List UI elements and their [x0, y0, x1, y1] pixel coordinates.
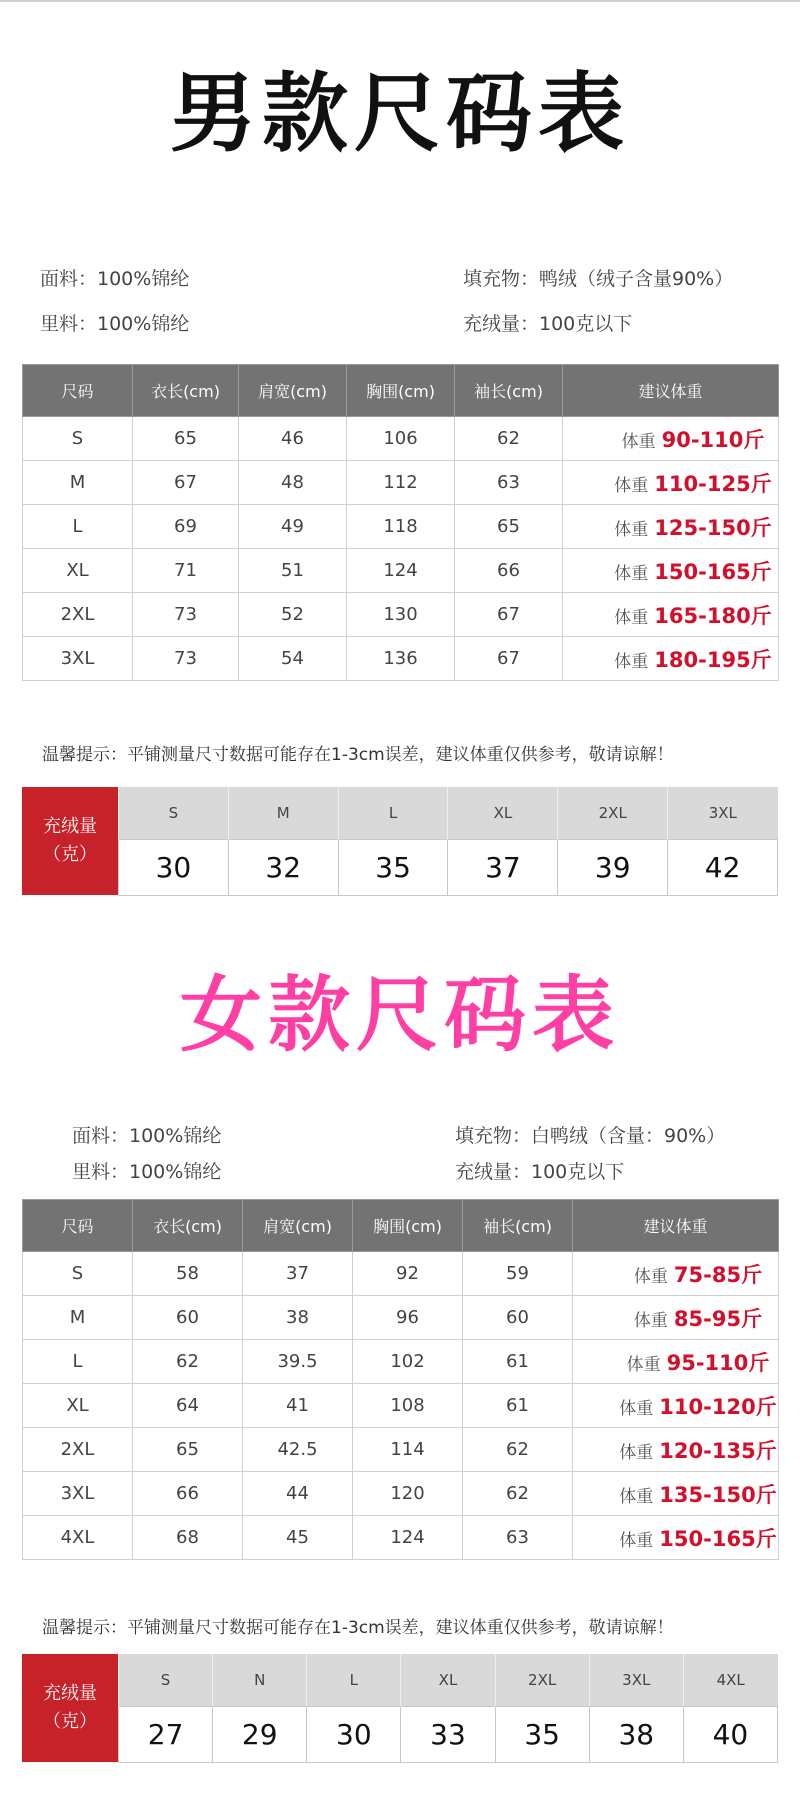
women-tip-text: 温馨提示：平铺测量尺寸数据可能存在1-3cm误差，建议体重仅供参考，敬请谅解！	[42, 1618, 674, 1638]
fill-size-header: 3XL	[668, 787, 778, 839]
shoulder-cell: 38	[243, 1296, 353, 1340]
women-fill-label	[22, 1654, 118, 1762]
fill-size-header: M	[228, 787, 338, 839]
weight-label: 体重	[614, 475, 649, 496]
weight-range: 180-195斤	[654, 647, 772, 672]
chest-cell: 102	[353, 1340, 463, 1384]
table-row	[23, 461, 779, 505]
weight-cell	[563, 417, 779, 461]
table-row	[23, 637, 779, 681]
fill-value-cell: 42	[668, 839, 778, 895]
size-cell: S	[23, 1252, 133, 1296]
header-length: 衣长(cm)	[133, 365, 239, 417]
size-cell: L	[23, 505, 133, 549]
size-cell: 2XL	[23, 593, 133, 637]
weight-range: 135-150斤	[659, 1482, 777, 1507]
weight-range: 120-135斤	[659, 1438, 777, 1463]
fill-value-cell: 35	[338, 839, 448, 895]
table-row	[23, 1472, 779, 1516]
weight-range: 150-165斤	[654, 559, 772, 584]
top-divider	[0, 0, 800, 2]
header-chest: 胸围(cm)	[353, 1200, 463, 1252]
size-cell: 3XL	[23, 1472, 133, 1516]
sleeve-cell: 66	[455, 549, 563, 593]
size-cell: XL	[23, 549, 133, 593]
men-fill-label-line2: （克）	[43, 844, 97, 865]
men-fill-weight-text: 充绒量：100克以下	[463, 313, 633, 335]
chest-cell: 124	[347, 549, 455, 593]
shoulder-cell: 44	[243, 1472, 353, 1516]
women-fill-label-line1: 充绒量	[43, 1683, 97, 1704]
men-fill-table	[118, 787, 778, 896]
fill-value-cell: 35	[495, 1706, 589, 1762]
header-size: 尺码	[23, 1200, 133, 1252]
weight-cell	[563, 549, 779, 593]
shoulder-cell: 48	[239, 461, 347, 505]
chest-cell: 92	[353, 1252, 463, 1296]
men-fill-label-line1: 充绒量	[43, 816, 97, 837]
header-length: 衣长(cm)	[133, 1200, 243, 1252]
size-cell: 2XL	[23, 1428, 133, 1472]
shoulder-cell: 41	[243, 1384, 353, 1428]
sleeve-cell: 61	[463, 1384, 573, 1428]
shoulder-cell: 52	[239, 593, 347, 637]
fill-value-cell: 40	[683, 1706, 777, 1762]
length-cell: 60	[133, 1296, 243, 1340]
weight-range: 85-95斤	[673, 1306, 763, 1331]
shoulder-cell: 39.5	[243, 1340, 353, 1384]
weight-cell	[573, 1340, 779, 1384]
chest-cell: 136	[347, 637, 455, 681]
weight-label: 体重	[619, 1442, 654, 1463]
fill-size-header: S	[119, 1654, 213, 1706]
women-size-table	[22, 1199, 779, 1560]
chest-cell: 118	[347, 505, 455, 549]
fill-value-cell: 27	[119, 1706, 213, 1762]
size-cell: 4XL	[23, 1516, 133, 1560]
length-cell: 65	[133, 1428, 243, 1472]
header-size: 尺码	[23, 365, 133, 417]
fill-size-header: L	[307, 1654, 401, 1706]
weight-label: 体重	[614, 651, 649, 672]
table-row	[23, 505, 779, 549]
sleeve-cell: 62	[463, 1428, 573, 1472]
weight-label: 体重	[614, 607, 649, 628]
length-cell: 66	[133, 1472, 243, 1516]
fill-value-cell: 38	[589, 1706, 683, 1762]
weight-cell	[563, 505, 779, 549]
header-shoulder: 肩宽(cm)	[243, 1200, 353, 1252]
men-lining-text: 里料：100%锦纶	[40, 313, 190, 335]
weight-label: 体重	[614, 563, 649, 584]
weight-range: 75-85斤	[673, 1262, 763, 1287]
men-fabric-text: 面料：100%锦纶	[40, 268, 190, 290]
chest-cell: 124	[353, 1516, 463, 1560]
table-row	[23, 593, 779, 637]
table-row	[23, 417, 779, 461]
sleeve-cell: 62	[455, 417, 563, 461]
header-recommended-weight: 建议体重	[573, 1200, 779, 1252]
fill-value-cell: 30	[119, 839, 229, 895]
fill-size-header: 2XL	[558, 787, 668, 839]
shoulder-cell: 51	[239, 549, 347, 593]
women-fill-weight-text: 充绒量：100克以下	[455, 1161, 625, 1183]
length-cell: 73	[133, 593, 239, 637]
weight-label: 体重	[633, 1266, 668, 1287]
chest-cell: 96	[353, 1296, 463, 1340]
size-cell: M	[23, 461, 133, 505]
fill-value-cell: 30	[307, 1706, 401, 1762]
sleeve-cell: 65	[455, 505, 563, 549]
header-recommended-weight: 建议体重	[563, 365, 779, 417]
weight-range: 150-165斤	[659, 1526, 777, 1551]
weight-label: 体重	[621, 431, 656, 452]
weight-cell	[573, 1384, 779, 1428]
size-cell: M	[23, 1296, 133, 1340]
women-table-header-row	[23, 1200, 779, 1252]
size-cell: S	[23, 417, 133, 461]
fill-size-header: N	[213, 1654, 307, 1706]
weight-range: 90-110斤	[661, 427, 765, 452]
women-fill-label-line2: （克）	[43, 1711, 97, 1732]
weight-range: 165-180斤	[654, 603, 772, 628]
shoulder-cell: 54	[239, 637, 347, 681]
sleeve-cell: 67	[455, 637, 563, 681]
sleeve-cell: 60	[463, 1296, 573, 1340]
women-fill-table	[118, 1654, 778, 1763]
chest-cell: 120	[353, 1472, 463, 1516]
weight-cell	[573, 1472, 779, 1516]
weight-cell	[563, 461, 779, 505]
size-cell: 3XL	[23, 637, 133, 681]
weight-cell	[563, 593, 779, 637]
fill-value-cell: 32	[228, 839, 338, 895]
sleeve-cell: 62	[463, 1472, 573, 1516]
men-size-table	[22, 364, 779, 681]
chest-cell: 130	[347, 593, 455, 637]
fill-size-header: S	[119, 787, 229, 839]
table-row	[23, 1384, 779, 1428]
fill-value-cell: 29	[213, 1706, 307, 1762]
length-cell: 73	[133, 637, 239, 681]
weight-cell	[563, 637, 779, 681]
length-cell: 67	[133, 461, 239, 505]
header-chest: 胸围(cm)	[347, 365, 455, 417]
shoulder-cell: 45	[243, 1516, 353, 1560]
shoulder-cell: 46	[239, 417, 347, 461]
weight-label: 体重	[619, 1398, 654, 1419]
sleeve-cell: 63	[463, 1516, 573, 1560]
men-filling-text: 填充物：鸭绒（绒子含量90%）	[463, 268, 734, 290]
weight-range: 95-110斤	[666, 1350, 770, 1375]
chest-cell: 114	[353, 1428, 463, 1472]
sleeve-cell: 59	[463, 1252, 573, 1296]
weight-label: 体重	[619, 1530, 654, 1551]
table-row	[23, 1428, 779, 1472]
fill-size-header: 4XL	[683, 1654, 777, 1706]
weight-range: 110-120斤	[659, 1394, 777, 1419]
length-cell: 68	[133, 1516, 243, 1560]
length-cell: 71	[133, 549, 239, 593]
fill-value-cell: 39	[558, 839, 668, 895]
fill-size-header: L	[338, 787, 448, 839]
table-row	[23, 549, 779, 593]
men-tip-text: 温馨提示：平铺测量尺寸数据可能存在1-3cm误差，建议体重仅供参考，敬请谅解！	[42, 745, 674, 765]
table-row	[23, 1252, 779, 1296]
men-fill-amount-panel	[22, 787, 778, 895]
sleeve-cell: 67	[455, 593, 563, 637]
weight-label: 体重	[626, 1354, 661, 1375]
table-row	[23, 1296, 779, 1340]
length-cell: 58	[133, 1252, 243, 1296]
weight-label: 体重	[619, 1486, 654, 1507]
weight-label: 体重	[633, 1310, 668, 1331]
women-fabric-text: 面料：100%锦纶	[72, 1125, 222, 1147]
shoulder-cell: 37	[243, 1252, 353, 1296]
weight-cell	[573, 1296, 779, 1340]
women-filling-text: 填充物：白鸭绒（含量：90%）	[455, 1125, 726, 1147]
fill-value-cell: 37	[448, 839, 558, 895]
men-table-header-row	[23, 365, 779, 417]
chest-cell: 112	[347, 461, 455, 505]
weight-cell	[573, 1428, 779, 1472]
size-cell: XL	[23, 1384, 133, 1428]
size-cell: L	[23, 1340, 133, 1384]
sleeve-cell: 63	[455, 461, 563, 505]
fill-size-header: 2XL	[495, 1654, 589, 1706]
weight-label: 体重	[614, 519, 649, 540]
weight-cell	[573, 1252, 779, 1296]
header-sleeve: 袖长(cm)	[455, 365, 563, 417]
shoulder-cell: 49	[239, 505, 347, 549]
fill-value-cell: 33	[401, 1706, 495, 1762]
weight-cell	[573, 1516, 779, 1560]
header-shoulder: 肩宽(cm)	[239, 365, 347, 417]
shoulder-cell: 42.5	[243, 1428, 353, 1472]
women-fill-amount-panel	[22, 1654, 778, 1762]
length-cell: 69	[133, 505, 239, 549]
men-fill-label	[22, 787, 118, 895]
fill-size-header: XL	[401, 1654, 495, 1706]
length-cell: 62	[133, 1340, 243, 1384]
header-sleeve: 袖长(cm)	[463, 1200, 573, 1252]
chest-cell: 108	[353, 1384, 463, 1428]
sleeve-cell: 61	[463, 1340, 573, 1384]
women-lining-text: 里料：100%锦纶	[72, 1161, 222, 1183]
chest-cell: 106	[347, 417, 455, 461]
fill-size-header: 3XL	[589, 1654, 683, 1706]
length-cell: 64	[133, 1384, 243, 1428]
table-row	[23, 1340, 779, 1384]
weight-range: 110-125斤	[654, 471, 772, 496]
weight-range: 125-150斤	[654, 515, 772, 540]
women-size-chart-title: 女款尺码表	[179, 968, 620, 1063]
table-row	[23, 1516, 779, 1560]
length-cell: 65	[133, 417, 239, 461]
fill-size-header: XL	[448, 787, 558, 839]
men-size-chart-title: 男款尺码表	[170, 64, 630, 164]
